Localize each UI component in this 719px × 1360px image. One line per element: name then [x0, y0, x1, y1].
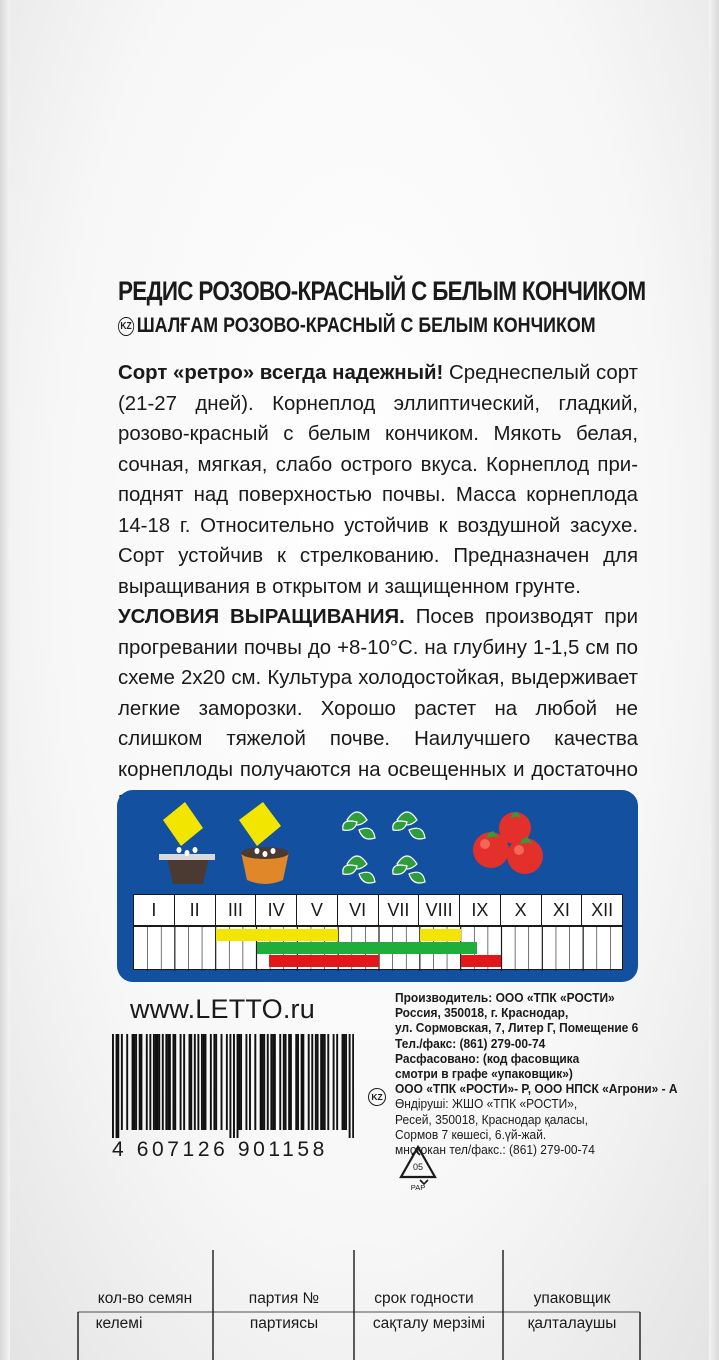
month-cell: VIII [418, 894, 459, 926]
timeline-bar-growing [257, 942, 478, 954]
barcode-bar [203, 1034, 205, 1130]
barcode-bar [260, 1034, 262, 1130]
footer-seed-count-label: кол-во семян [97, 1290, 193, 1307]
barcode-bar [311, 1034, 313, 1130]
conditions-text: Посев производят при прогревании почвы до +8-10°С. на глубину 1-1,5 см по схеме 2х20 см. Культура холодостойкая, выдерживает легкие заморозки. Хорошо растет на любой не слишком тяжелой почве. Наилучшего качества корнеплоды получаются на освещенных и достаточно [118, 606, 638, 781]
barcode-bar [183, 1034, 185, 1130]
manufacturer-line: Сормов 7 көшесі, 6.үй-жай. [395, 1127, 547, 1142]
barcode-bar [352, 1034, 354, 1138]
footer-seed-count-label-kz: келемі [95, 1315, 143, 1332]
barcode-bar [133, 1034, 135, 1130]
website-link[interactable]: www.LETTO.ru [130, 994, 315, 1024]
barcode-bar [180, 1034, 182, 1130]
barcode-bars [112, 1034, 354, 1138]
barcode-bar [240, 1034, 242, 1130]
barcode-bar [226, 1034, 228, 1130]
timeline-bar-sowing-indoor [216, 929, 339, 941]
barcode-bar [158, 1034, 160, 1130]
month-header-row [133, 894, 623, 926]
barcode-bar [270, 1034, 272, 1130]
barcode-bar [121, 1034, 123, 1130]
barcode-bar [167, 1034, 169, 1130]
barcode-bar [215, 1034, 217, 1130]
month-cell: III [215, 894, 256, 926]
barcode-bar [336, 1034, 338, 1130]
barcode-bar [169, 1034, 171, 1130]
barcode-bar [254, 1034, 256, 1130]
month-cell: IV [255, 894, 296, 926]
manufacturer-line: Өндіруші: ЖШО «ТПК «РОСТИ», [395, 1097, 578, 1112]
barcode-bar [229, 1034, 231, 1138]
month-cell: VII [378, 894, 419, 926]
timeline-bar-sowing-late [420, 929, 461, 941]
barcode-bar [189, 1034, 191, 1130]
barcode-bar [155, 1034, 157, 1130]
barcode-bar [132, 1034, 134, 1130]
month-cell: X [500, 894, 541, 926]
manufacturer-line: многокан тел/факс.: (861) 279-00-74 [395, 1143, 595, 1158]
barcode-digits: 4 607126 901158 [112, 1138, 328, 1161]
barcode-bar [267, 1034, 269, 1130]
barcode-bar [162, 1034, 164, 1130]
kz-badge-icon: KZ [118, 317, 134, 336]
harvest-tomato-icon [467, 800, 551, 884]
barcode-bar [156, 1034, 158, 1130]
barcode-bar [190, 1034, 192, 1130]
barcode-bar [322, 1034, 324, 1130]
barcode-bar [197, 1034, 199, 1130]
seed-pot-icon [235, 798, 295, 888]
month-cell: VI [337, 894, 378, 926]
barcode-bar [165, 1034, 167, 1130]
manufacturer-info [395, 991, 695, 1158]
month-cell: V [296, 894, 337, 926]
timeline-bar-harvest-early [269, 955, 379, 967]
sowing-calendar [117, 790, 638, 982]
barcode-bar [288, 1034, 290, 1130]
kz-mark-icon: KZ [368, 1088, 386, 1106]
barcode-bar [274, 1034, 276, 1130]
barcode-bar [173, 1034, 175, 1130]
barcode-bar [221, 1034, 223, 1130]
barcode-bar [205, 1034, 207, 1130]
month-cell: XI [541, 894, 582, 926]
manufacturer-line: Россия, 350018, г. Краснодар, [395, 1006, 569, 1021]
barcode-bar [272, 1034, 274, 1130]
barcode-bar [261, 1034, 263, 1130]
manufacturer-line: Производитель: ООО «ТПК «РОСТИ» [395, 991, 615, 1005]
barcode-bar [117, 1034, 119, 1138]
footer-packer-label-kz: қалталаушы [527, 1315, 617, 1332]
manufacturer-line: Ресей, 350018, Краснодар қаласы, [395, 1112, 588, 1127]
barcode-bar [245, 1034, 247, 1130]
barcode-bar [153, 1034, 155, 1130]
barcode-bar [126, 1034, 128, 1130]
barcode-bar [345, 1034, 347, 1130]
barcode-bar [295, 1034, 297, 1130]
barcode-bar [233, 1034, 235, 1138]
month-grid-row [133, 926, 623, 970]
month-cell: I [133, 894, 174, 926]
barcode-bar [308, 1034, 310, 1130]
barcode-bar [279, 1034, 281, 1130]
barcode-bar [290, 1034, 292, 1130]
barcode-bar [315, 1034, 317, 1130]
lead-sentence: Сорт «ретро» всегда надежный! [118, 362, 444, 384]
subtitle-text: ШАЛҒАМ РОЗОВО-КРАСНЫЙ С БЕЛЫМ КОНЧИКОМ [136, 314, 596, 337]
conditions-heading: УСЛОВИЯ ВЫРАЩИВАНИЯ. [118, 606, 405, 628]
barcode-bar [174, 1034, 176, 1130]
barcode-bar [213, 1034, 215, 1130]
barcode-bar [112, 1034, 114, 1138]
month-cell: XII [581, 894, 623, 926]
barcode-bar [333, 1034, 335, 1130]
barcode-bar [116, 1034, 118, 1138]
barcode [112, 1034, 354, 1162]
barcode-bar [263, 1034, 265, 1130]
barcode-bar [146, 1034, 148, 1130]
barcode-bar [349, 1034, 351, 1138]
manufacturer-line: ООО «ТПК «РОСТИ»- Р, ООО НПСК «Агрони» - А [395, 1082, 678, 1097]
recycle-label: PAP [410, 1183, 426, 1192]
barcode-bar [135, 1034, 137, 1130]
barcode-bar [238, 1034, 240, 1130]
footer-batch-label-kz: партиясы [249, 1315, 319, 1332]
product-subtitle-kz [118, 314, 596, 338]
manufacturer-line: Расфасовано: (код фасовщика [395, 1051, 580, 1066]
barcode-bar [139, 1034, 141, 1130]
month-cell: IX [459, 894, 500, 926]
seedling-icon [333, 800, 445, 890]
barcode-bar [302, 1034, 304, 1130]
product-title: РЕДИС РОЗОВО-КРАСНЫЙ С БЕЛЫМ КОНЧИКОМ [118, 276, 646, 306]
barcode-bar [317, 1034, 319, 1130]
recycle-icon [398, 1144, 438, 1194]
month-cell: II [174, 894, 215, 926]
barcode-bar [320, 1034, 322, 1130]
barcode-bar [249, 1034, 251, 1130]
description-text: Среднеспелый сорт (21-27 дней). Корнеплод эллиптический, гладкий, розово-красный с белым кончиком. Мякоть белая, сочная, мягкая, слабо острого вкуса. Корнеплод приподнят над поверхностью почвы. Масса корнеплода 14-18 г. Относительно устойчив к воздушной засухе. Сорт устойчив к стрелкованию. Предназначен для выращивания в открытом и защищенном грунте. [118, 362, 638, 598]
barcode-bar [194, 1034, 196, 1130]
footer-packer-label: упаковщик [533, 1290, 611, 1307]
barcode-bar [327, 1034, 329, 1130]
footer-expiry-label: срок годности [374, 1290, 474, 1307]
footer-expiry-label-kz: сақталу мерзімі [372, 1315, 486, 1332]
barcode-bar [324, 1034, 326, 1130]
manufacturer-line: смотри в графе «упаковщик») [395, 1067, 573, 1082]
barcode-bar [210, 1034, 212, 1130]
packet-right-edge [709, 0, 719, 1360]
barcode-bar [297, 1034, 299, 1130]
description-paragraph [118, 358, 638, 602]
barcode-bar [343, 1034, 345, 1130]
timeline-bar-harvest-late [461, 955, 502, 967]
barcode-bar [283, 1034, 285, 1130]
footer-batch-label: партия № [248, 1290, 320, 1307]
barcode-bar [285, 1034, 287, 1130]
packet-left-edge [0, 0, 10, 1360]
recycle-code: 05 [412, 1162, 424, 1172]
barcode-bar [201, 1034, 203, 1130]
barcode-bar [301, 1034, 303, 1130]
seed-packet-icon [155, 798, 215, 886]
barcode-bar [149, 1034, 151, 1130]
barcode-bar [342, 1034, 344, 1130]
manufacturer-line: Тел./факс: (861) 279-00-74 [395, 1036, 546, 1051]
barcode-bar [140, 1034, 142, 1130]
barcode-bar [237, 1034, 239, 1138]
manufacturer-line: ул. Сормовская, 7, Литер Г, Помещение 6 [395, 1021, 639, 1036]
